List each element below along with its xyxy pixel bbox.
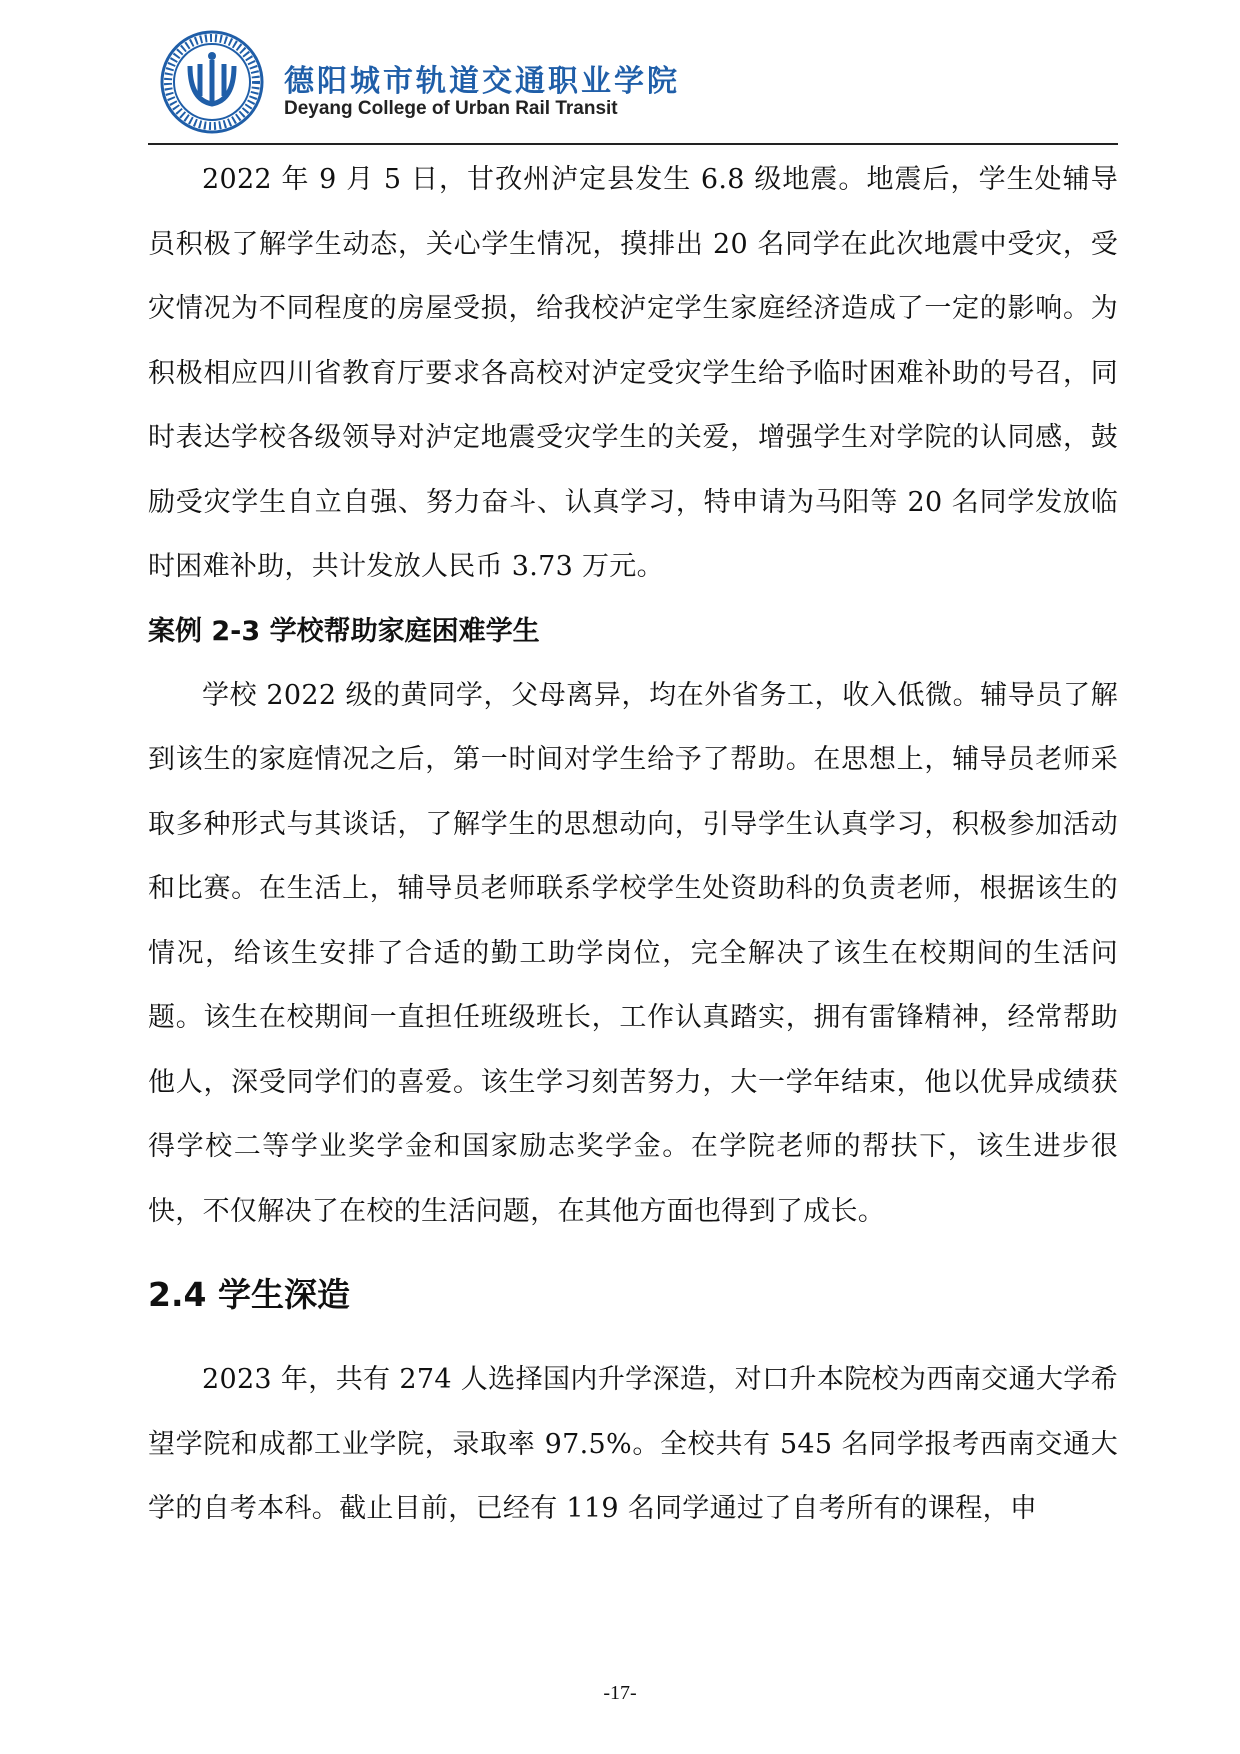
page-number: -17-	[603, 1682, 637, 1704]
section-heading: 2.4 学生深造	[148, 1275, 350, 1314]
case-heading: 案例 2-3 学校帮助家庭困难学生	[148, 615, 540, 647]
header-divider	[148, 143, 1118, 145]
page-body	[148, 148, 1118, 1542]
paragraph-case-huang: 学校 2022 级的黄同学，父母离异，均在外省务工，收入低微。辅导员了解到该生的家庭情况之后，第一时间对学生给予了帮助。在思想上，辅导员老师采取多种形式与其谈话，了解学生的思想动向，引导学生认真学习，积极参加活动和比赛。在生活上，辅导员老师联系学校学生处资助科的负责老师，根据该生的情况，给该生安排了合适的勤工助学岗位，完全解决了该生在校期间的生活问题。该生在校期间一直担任班级班长，工作认真踏实，拥有雷锋精神，经常帮助他人，深受同学们的喜爱。该生学习刻苦努力，大一学年结束，他以优异成绩获得学校二等学业奖学金和国家励志奖学金。在学院老师的帮扶下，该生进步很快，不仅解决了在校的生活问题，在其他方面也得到了成长。	[148, 679, 1118, 1227]
paragraph-luding-earthquake: 2022 年 9 月 5 日，甘孜州泸定县发生 6.8 级地震。地震后，学生处辅导员积极了解学生动态，关心学生情况，摸排出 20 名同学在此次地震中受灾，受灾情况为不同程度的房屋受损，给我校泸定学生家庭经济造成了一定的影响。为积极相应四川省教育厅要求各高校对泸定受灾学生给予临时困难补助的号召，同时表达学校各级领导对泸定地震受灾学生的关爱，增强学生对学院的认同感，鼓励受灾学生自立自强、努力奋斗、认真学习，特申请为马阳等 20 名同学发放临时困难补助，共计发放人民币 3.73 万元。	[148, 164, 1118, 582]
paragraph-further-study: 2023 年，共有 274 人选择国内升学深造，对口升本院校为西南交通大学希望学院和成都工业学院，录取率 97.5%。全校共有 545 名同学报考西南交通大学的自考本科。截止目前，已经有 119 名同学通过了自考所有的课程，申	[148, 1364, 1118, 1524]
school-name-en: Deyang College of Urban Rail Transit	[284, 98, 618, 119]
school-name-cn: 德阳城市轨道交通职业学院	[284, 64, 680, 99]
page-header	[148, 30, 1118, 142]
college-seal-icon	[160, 30, 264, 134]
